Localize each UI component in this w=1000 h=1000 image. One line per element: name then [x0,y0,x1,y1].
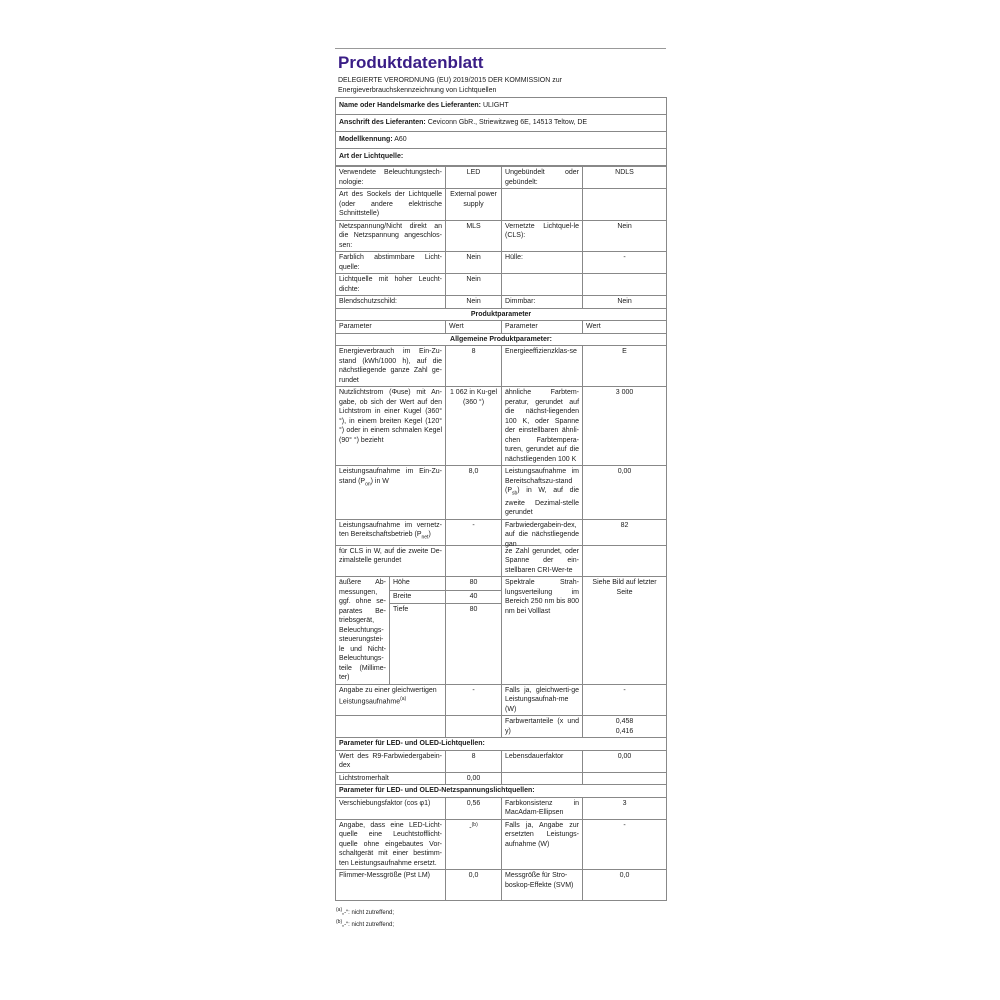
equiv-row [336,684,667,716]
flux-label: Nutzlichtstrom (Φuse) mit An-gabe, ob sich der Wert auf den Lichtstrom in einer Kugel (360° °), in einem breiten Kegel (120° °) oder in einem schmalen Kegel (90° °) bezieht [336,387,446,466]
dim-value-depth: 80 [446,603,502,684]
dim-value-height: 80 [446,577,502,590]
consistency-label: Farbkonsistenz in MacAdam-Ellipsen [502,797,583,819]
type-value: Nein [446,252,502,274]
chroma-row [336,716,667,738]
type-label-2 [502,189,583,221]
replace-label: Angabe, dass eine LED-Licht-quelle eine Leuchtstofflicht-quelle ohne eingebautes Vor-schaltgerät mit einer bestimm-ten Leistungsaufnahme ersetzt. [336,819,446,870]
standby-value: 0,00 [583,466,667,520]
type-label-2: Dimmbar: [502,296,583,309]
flicker-row [336,870,667,901]
type-heading: Art der Lichtquelle: [336,149,667,166]
standby-label: Leistungsaufnahme im Bereitschaftszu-stand $(P_{sb})$ in W, auf die zweite Dezimal-stelle gerundet [502,466,583,520]
equiv-power-label: Falls ja, gleichwerti-ge Leistungsaufnah-me (W) [502,684,583,716]
product-params-heading-row [336,308,667,321]
flicker-label: Flimmer-Messgröße (Pst LM) [336,870,446,901]
cri-label-cont: ze Zahl gerundet, oder Spanne der ein-stellbaren CRI-Wer-te [502,545,583,577]
spd-label: Spektrale Strah-lungsverteilung im Bereich 250 nm bis 800 nm bei Volllast [502,577,583,685]
general-heading: Allgemeine Produktparameter: [336,333,667,346]
power-on-value: 8,0 [446,466,502,520]
flux-value: 1 062 in Ku-gel (360 °) [446,387,502,466]
chroma-label: Farbwertanteile (x und y) [502,716,583,738]
energy-on-label: Energieverbrauch im Ein-Zu-stand (kWh/1000 h), auf die nächstliegende ganze Zahl ge-rundet [336,346,446,387]
supplier-value: ULIGHT [482,102,509,110]
address-label: Anschrift des Lieferanten: [339,119,426,127]
mains-heading: Parameter für LED- und OLED-Netzspannungslichtquellen: [336,785,667,798]
net-standby-label: Leistungsaufnahme im vernetz-ten Bereitschaftsbetrieb $(P_{net})$ [336,519,446,545]
type-value-2: Nein [583,220,667,252]
model-value: A60 [394,136,407,144]
general-heading-row [336,333,667,346]
consistency-value: 3 [583,797,667,819]
col-value-1: Wert [446,321,502,334]
type-label: Verwendete Beleuchtungstech-nologie: [336,167,446,189]
power-row [336,466,667,520]
net-standby-row [336,519,667,545]
power-on-label: Leistungsaufnahme im Ein-Zu-stand $(P_{on})$ in W [336,466,446,520]
equiv-label: Angabe zu einer gleichwertigen Leistungsaufnahme$^{(a)}$ [336,684,446,716]
dim-row-height [336,577,667,590]
dim-name-depth: Tiefe [390,603,446,684]
address-value: Ceviconn GbR., Striewitzweg 6E, 14513 Teltow, DE [427,119,588,127]
dim-name-height: Höhe [390,577,446,590]
type-label: Netzspannung/Nicht direkt an die Netzspannung angeschlos-sen: [336,220,446,252]
type-row [336,296,667,309]
type-label-2: Ungebündelt oder gebündelt: [502,167,583,189]
type-row [336,189,667,221]
r9-value: 8 [446,750,502,772]
type-row [336,274,667,296]
type-value: Nein [446,274,502,296]
supplier-row [336,98,667,115]
page-title: Produktdatenblatt [335,48,666,75]
type-label-2: Vernetzte Lichtquel-le (CLS): [502,220,583,252]
type-value: LED [446,167,502,189]
type-value-2: - [583,252,667,274]
col-value-2: Wert [583,321,667,334]
type-value-2 [583,274,667,296]
cct-value: 3 000 [583,387,667,466]
r9-row [336,750,667,772]
replace-power-label: Falls ja, Angabe zur ersetzten Leistungs-aufnahme (W) [502,819,583,870]
chroma-x: 0,458 [615,718,634,726]
footnote-b: $^{(b)}$„-“: nicht zutreffend; [336,919,395,929]
main-table [335,166,667,901]
maint-row [336,772,667,785]
model-row [336,132,667,149]
life-label: Lebensdauerfaktor [502,750,583,772]
energy-row [336,346,667,387]
equiv-value: - [446,684,502,716]
dim-name-width: Breite [390,590,446,603]
type-label-2 [502,274,583,296]
replace-value: -$^{(b)}$ [446,819,502,870]
model-label: Modellkennung: [339,136,393,144]
replace-row [336,819,667,870]
spd-value: Siehe Bild auf letzter Seite [583,577,667,685]
equiv-power-value: - [583,684,667,716]
type-label: Art des Sockels der Lichtquelle (oder andere elektrische Schnittstelle) [336,189,446,221]
r9-label: Wert des R9-Farbwiedergabein-dex [336,750,446,772]
type-value-2 [583,189,667,221]
shift-value: 0,56 [446,797,502,819]
svm-value: 0,0 [583,870,667,901]
shift-label: Verschiebungsfaktor (cos φ1) [336,797,446,819]
eff-class-value: E [583,346,667,387]
supplier-table [335,97,667,166]
mains-heading-row [336,785,667,798]
product-datasheet [335,48,666,929]
type-heading-row [336,149,667,166]
column-header-row [336,321,667,334]
cri-value: 82 [583,519,667,545]
led-heading-row [336,738,667,751]
type-row [336,220,667,252]
type-row [336,167,667,189]
cct-label: ähnliche Farbtem-peratur, gerundet auf die nächst-liegenden 100 K, oder Spanne der einstellbaren ähnli-chen Farbtempera-turen, gerundet auf die nächstliegenden 100 K [502,387,583,466]
maint-label: Lichtstromerhalt [336,772,446,785]
type-row [336,252,667,274]
supplier-label: Name oder Handelsmarke des Lieferanten: [339,102,481,110]
net-standby-cont: für CLS in W, auf die zweite De-zimalstelle gerundet [336,545,446,577]
energy-on-value: 8 [446,346,502,387]
net-standby-cont-row [336,545,667,577]
type-value-2: NDLS [583,167,667,189]
chroma-values [583,716,667,738]
net-standby-value: - [446,519,502,545]
col-parameter-2: Parameter [502,321,583,334]
type-value: MLS [446,220,502,252]
type-value: External power supply [446,189,502,221]
type-label: Blendschutzschild: [336,296,446,309]
cri-label: Farbwiedergabein-dex, auf die nächstliegende gan [502,519,583,545]
footnote-a: $^{(a)}$„-“: nicht zutreffend; [336,907,395,917]
eff-class-label: Energieeffizienzklas-se [502,346,583,387]
maint-value: 0,00 [446,772,502,785]
type-rows [336,167,667,309]
svm-label: Messgröße für Stro-boskop-Effekte (SVM) [502,870,583,901]
shift-row [336,797,667,819]
col-parameter-1: Parameter [336,321,446,334]
type-label: Farblich abstimmbare Licht-quelle: [336,252,446,274]
flicker-value: 0,0 [446,870,502,901]
led-heading: Parameter für LED- und OLED-Lichtquellen: [336,738,667,751]
replace-power-value: - [583,819,667,870]
address-row [336,115,667,132]
chroma-y: 0,416 [615,727,634,735]
flux-row [336,387,667,466]
life-value: 0,00 [583,750,667,772]
type-value: Nein [446,296,502,309]
regulation-text: DELEGIERTE VERORDNUNG (EU) 2019/2015 DER KOMMISSION zur Energieverbrauchskennzeichnung von Lichtquellen [338,77,562,94]
product-params-heading: Produktparameter [336,308,667,321]
dim-value-width: 40 [446,590,502,603]
type-label-2: Hülle: [502,252,583,274]
type-value-2: Nein [583,296,667,309]
dimensions-label: äußere Ab-messungen, ggf. ohne se-parates Be-triebsgerät, Beleuchtungs-steuerungstei-le und Nicht-Beleuchtungs-teile (Millime-ter) [336,577,390,685]
type-label: Lichtquelle mit hoher Leucht-dichte: [336,274,446,296]
